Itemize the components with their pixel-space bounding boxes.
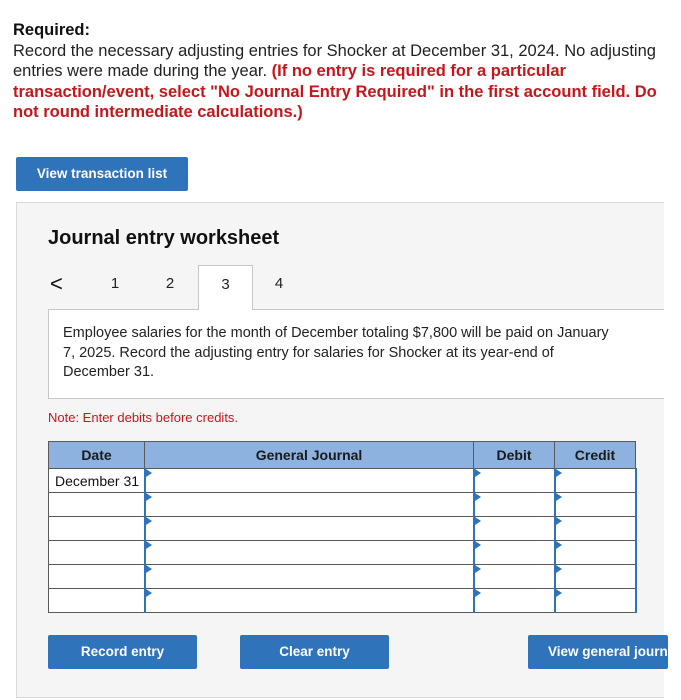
- account-field[interactable]: [145, 517, 474, 541]
- date-cell: [49, 541, 145, 565]
- tab-4[interactable]: 4: [274, 275, 284, 292]
- transaction-description-box: [48, 309, 664, 399]
- account-field[interactable]: [145, 565, 474, 589]
- debit-field[interactable]: [474, 589, 555, 613]
- table-row: [49, 565, 636, 589]
- table-row: [49, 469, 636, 493]
- transaction-description: Employee salaries for the month of December totaling $7,800 will be paid on January 7, 2025. Record the adjusting entry for salaries for Shocker at its year-end of December 31.: [63, 325, 609, 380]
- view-general-journal-button[interactable]: View general journal: [528, 635, 668, 669]
- table-row: [49, 517, 636, 541]
- journal-header-row: [49, 442, 636, 469]
- credit-field[interactable]: [555, 517, 636, 541]
- entry-note: Note: Enter debits before credits.: [48, 410, 239, 425]
- table-row: [49, 541, 636, 565]
- required-instruction: (If no entry is required for a particular transaction/event, select "No Journal Entry Required" in the first account field. Do not round intermediate calculations.): [13, 62, 657, 122]
- date-header: Date: [49, 442, 145, 469]
- date-cell: [49, 493, 145, 517]
- debit-field[interactable]: [474, 493, 555, 517]
- worksheet-title: Journal entry worksheet: [48, 227, 280, 249]
- account-field[interactable]: [145, 493, 474, 517]
- journal-table: [48, 441, 637, 613]
- required-text: Record the necessary adjusting entries for Shocker at December 31, 2024. No adjusting entries were made during the year.: [13, 41, 656, 81]
- date-cell: [49, 517, 145, 541]
- debit-field[interactable]: [474, 541, 555, 565]
- required-heading: Required:: [13, 21, 91, 39]
- credit-field[interactable]: [555, 469, 636, 493]
- debit-field[interactable]: [474, 517, 555, 541]
- date-cell: [49, 565, 145, 589]
- date-cell: December 31: [49, 469, 145, 493]
- account-field[interactable]: [145, 589, 474, 613]
- debit-header: Debit: [474, 442, 555, 469]
- record-entry-button[interactable]: Record entry: [48, 635, 197, 669]
- journal-entry-worksheet-panel: [16, 202, 680, 698]
- prev-arrow-icon[interactable]: <: [50, 271, 63, 296]
- tab-3[interactable]: 3: [198, 265, 253, 310]
- debit-field[interactable]: [474, 565, 555, 589]
- credit-header: Credit: [555, 442, 636, 469]
- credit-field[interactable]: [555, 565, 636, 589]
- credit-field[interactable]: [555, 493, 636, 517]
- general-journal-header: General Journal: [145, 442, 474, 469]
- tab-2[interactable]: 2: [165, 275, 175, 292]
- debit-field[interactable]: [474, 469, 555, 493]
- account-field[interactable]: [145, 469, 474, 493]
- credit-field[interactable]: [555, 589, 636, 613]
- clear-entry-button[interactable]: Clear entry: [240, 635, 389, 669]
- table-row: [49, 493, 636, 517]
- account-field[interactable]: [145, 541, 474, 565]
- credit-field[interactable]: [555, 541, 636, 565]
- requirements: [13, 20, 673, 123]
- view-transaction-list-button[interactable]: View transaction list: [16, 157, 188, 191]
- table-row: [49, 589, 636, 613]
- date-cell: [49, 589, 145, 613]
- tab-1[interactable]: 1: [110, 275, 120, 292]
